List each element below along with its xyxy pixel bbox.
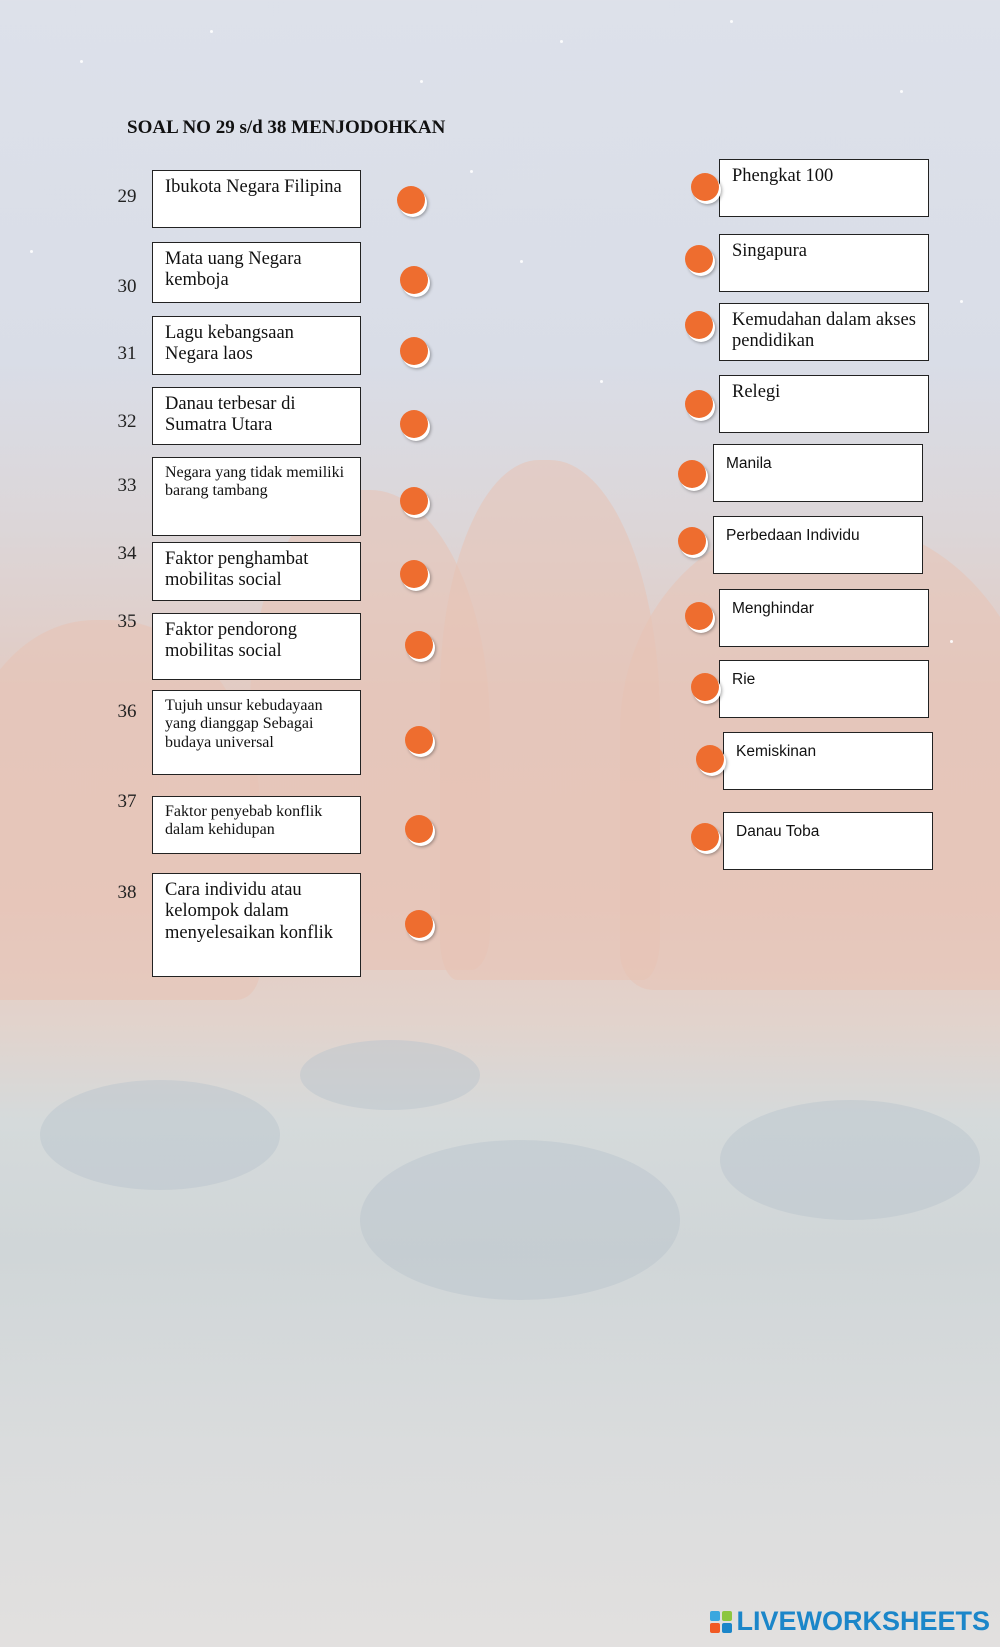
question-box: Faktor penghambat mobilitas social [152,542,361,601]
answer-match-dot[interactable] [696,745,724,773]
question-number: 31 [117,343,137,364]
question-box: Cara individu atau kelompok dalam menyelesaikan konflik [152,873,361,977]
answer-box: Menghindar [719,589,929,647]
answer-match-dot[interactable] [685,245,713,273]
question-box: Tujuh unsur kebudayaan yang dianggap Sebagai budaya universal [152,690,361,775]
question-box: Negara yang tidak memiliki barang tambang [152,457,361,536]
answer-match-dot[interactable] [691,673,719,701]
answer-box: Perbedaan Individu [713,516,923,574]
question-number: 37 [117,791,137,812]
question-match-dot[interactable] [405,726,433,754]
question-number: 30 [117,276,137,297]
question-match-dot[interactable] [400,410,428,438]
question-number: 32 [117,411,137,432]
answer-box: Phengkat 100 [719,159,929,217]
question-box: Faktor pendorong mobilitas social [152,613,361,680]
question-match-dot[interactable] [405,910,433,938]
question-number: 33 [117,475,137,496]
answer-match-dot[interactable] [691,173,719,201]
answer-box: Danau Toba [723,812,933,870]
answer-match-dot[interactable] [685,311,713,339]
question-match-dot[interactable] [397,186,425,214]
answer-match-dot[interactable] [678,527,706,555]
question-box: Faktor penyebab konflik dalam kehidupan [152,796,361,854]
answer-match-dot[interactable] [691,823,719,851]
question-number: 35 [117,611,137,632]
answer-box: Kemudahan dalam akses pendidikan [719,303,929,361]
answer-box: Kemiskinan [723,732,933,790]
answer-box: Rie [719,660,929,718]
answer-match-dot[interactable] [678,460,706,488]
answer-match-dot[interactable] [685,602,713,630]
liveworksheets-logo-icon [710,1611,732,1633]
answer-box: Relegi [719,375,929,433]
question-match-dot[interactable] [400,266,428,294]
question-box: Danau terbesar di Sumatra Utara [152,387,361,445]
answer-match-dot[interactable] [685,390,713,418]
question-number: 36 [117,701,137,722]
question-number: 29 [117,186,137,207]
question-match-dot[interactable] [405,815,433,843]
question-box: Mata uang Negara kemboja [152,242,361,303]
question-match-dot[interactable] [400,487,428,515]
question-match-dot[interactable] [400,337,428,365]
page-title: SOAL NO 29 s/d 38 MENJODOHKAN [127,117,446,138]
question-box: Lagu kebangsaan Negara laos [152,316,361,375]
question-match-dot[interactable] [405,631,433,659]
question-box: Ibukota Negara Filipina [152,170,361,228]
question-number: 38 [117,882,137,903]
answer-box: Singapura [719,234,929,292]
logo-text: LIVEWORKSHEETS [736,1606,990,1636]
question-match-dot[interactable] [400,560,428,588]
answer-box: Manila [713,444,923,502]
liveworksheets-logo[interactable] [710,1606,990,1637]
question-number: 34 [117,543,137,564]
